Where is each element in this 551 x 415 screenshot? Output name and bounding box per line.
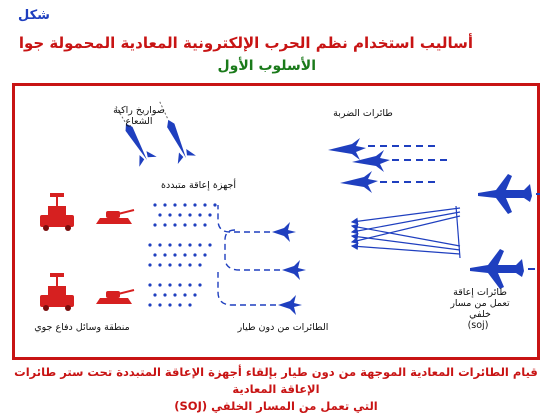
uav-icon <box>278 295 302 315</box>
label-expendable-jammers: أجهزة إعاقة متبددة <box>160 180 236 191</box>
jammer-aircraft-group <box>470 174 532 289</box>
uav-tracks <box>218 205 280 305</box>
strike-jet-icon <box>352 150 390 172</box>
uav-group <box>272 222 306 315</box>
page-subtitle: الأسلوب الأول <box>217 58 316 74</box>
uav-icon <box>272 222 296 242</box>
label-air-defense-zone: منطقة وسائل دفاع جوي <box>34 322 130 333</box>
air-defense-units <box>40 193 134 311</box>
radar-vehicle-icon <box>40 273 74 311</box>
caption-line-2: التي تعمل من المسار الخلفي (SOJ) <box>174 399 378 413</box>
figure-caption <box>14 364 538 415</box>
label-soj: (soj) <box>467 320 489 331</box>
tank-icon <box>96 290 134 304</box>
strike-jet-icon <box>340 171 378 193</box>
caption-line-1: قيام الطائرات المعادية الموجهة من دون طيار بإلقاء أجهزة الإعاقة المتبددة تحت ستر طائرات الإعاقة المعادية <box>14 365 538 396</box>
strike-jet-icon <box>328 138 366 160</box>
label-jammer-aircraft: طائرات إعاقة تعمل من مسار خلفي <box>450 287 510 320</box>
label-uav: الطائرات من دون طيار <box>237 322 329 333</box>
label-strike-aircraft: طائرات الضربة <box>333 108 393 119</box>
expendable-jammer-dots <box>148 203 216 306</box>
figure-label: شكل <box>18 8 50 23</box>
uav-icon <box>282 260 306 280</box>
radar-vehicle-icon <box>40 193 74 231</box>
tank-icon <box>96 210 134 224</box>
page-title: أساليب استخدام نظم الحرب الإلكترونية المعادية المحمولة جوا <box>18 34 473 52</box>
label-anti-radiation-missiles: صواريخ راكبة الشعاع <box>113 105 165 127</box>
